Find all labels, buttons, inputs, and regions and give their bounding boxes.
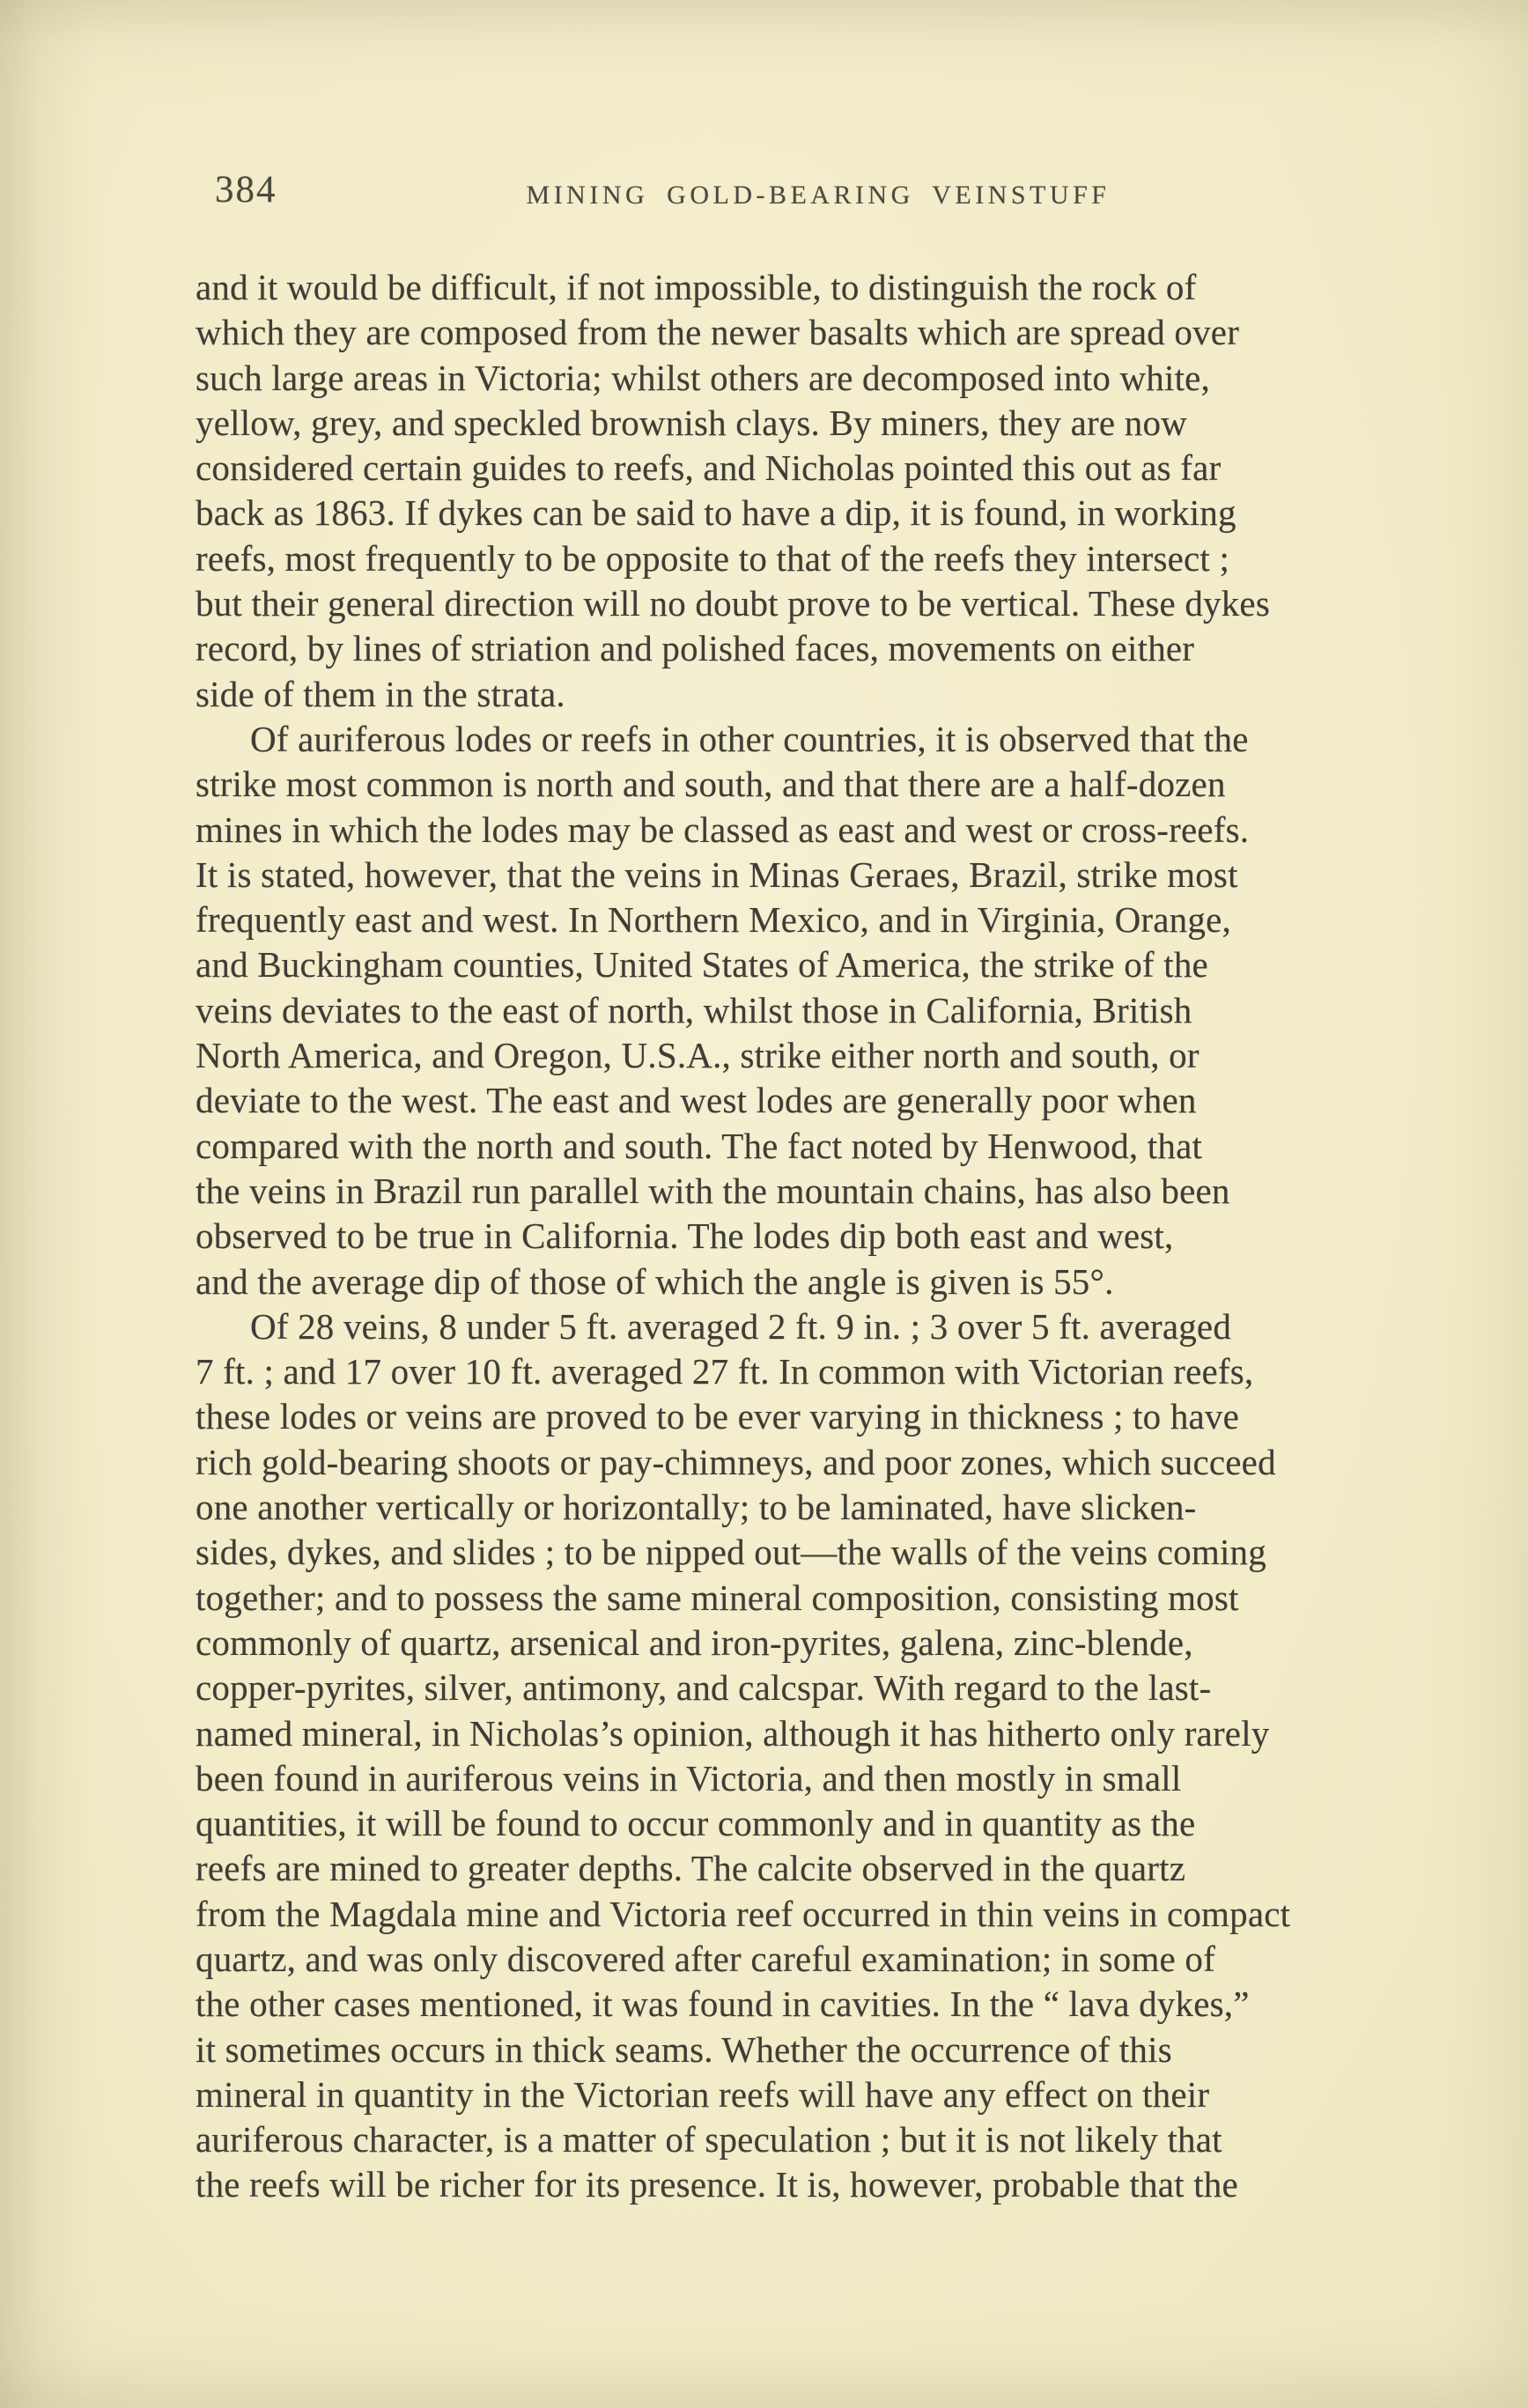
text-line: the other cases mentioned, it was found in cavities. In the “ lava dykes,” xyxy=(196,1983,1250,2025)
text-line: one another vertically or horizontally; to be laminated, have slicken- xyxy=(196,1487,1197,1528)
text-line: North America, and Oregon, U.S.A., strike either north and south, or xyxy=(196,1035,1200,1076)
page-number: 384 xyxy=(215,169,277,211)
text-line: and the average dip of those of which the angle is given is 55°. xyxy=(196,1260,1114,1302)
text-line: the veins in Brazil run parallel with the mountain chains, has also been xyxy=(196,1170,1230,1211)
text-line: observed to be true in California. The lodes dip both east and west, xyxy=(196,1215,1174,1257)
text-line: such large areas in Victoria; whilst others are decomposed into white, xyxy=(196,357,1211,398)
text-line: frequently east and west. In Northern Mexico, and in Virginia, Orange, xyxy=(196,899,1231,941)
text-line: from the Magdala mine and Victoria reef occurred in thin veins in compact xyxy=(196,1893,1291,1934)
text-line: compared with the north and south. The fact noted by Henwood, that xyxy=(196,1125,1203,1166)
text-line: named mineral, in Nicholas’s opinion, although it has hitherto only rarely xyxy=(196,1712,1270,1754)
text-line: quantities, it will be found to occur commonly and in quantity as the xyxy=(196,1803,1196,1844)
text-line: rich gold-bearing shoots or pay-chimneys, and poor zones, which succeed xyxy=(196,1441,1276,1482)
text-line: mineral in quantity in the Victorian reefs will have any effect on their xyxy=(196,2073,1210,2115)
text-line: these lodes or veins are proved to be ever varying in thickness ; to have xyxy=(196,1396,1240,1437)
text-line: quartz, and was only discovered after careful examination; in some of xyxy=(196,1938,1215,1979)
text-line: sides, dykes, and slides ; to be nipped out—the walls of the veins coming xyxy=(196,1532,1266,1573)
text-line: and Buckingham counties, United States of America, the strike of the xyxy=(196,944,1208,986)
body-text xyxy=(196,265,1383,2208)
text-line: 7 ft. ; and 17 over 10 ft. averaged 27 ft. In common with Victorian reefs, xyxy=(196,1351,1254,1392)
page-header xyxy=(196,169,1383,231)
text-line: veins deviates to the east of north, whilst those in California, British xyxy=(196,989,1192,1030)
text-line: Of auriferous lodes or reefs in other countries, it is observed that the xyxy=(250,718,1249,759)
text-line: yellow, grey, and speckled brownish clays. By miners, they are now xyxy=(196,402,1187,443)
text-line: together; and to possess the same mineral composition, consisting most xyxy=(196,1577,1239,1618)
text-line: back as 1863. If dykes can be said to have a dip, it is found, in working xyxy=(196,492,1236,534)
running-header-title: MINING GOLD-BEARING VEINSTUFF xyxy=(526,181,1111,210)
text-line: the reefs will be richer for its presence. It is, however, probable that the xyxy=(196,2164,1238,2205)
text-line: side of them in the strata. xyxy=(196,673,565,714)
text-line: auriferous character, is a matter of speculation ; but it is not likely that xyxy=(196,2119,1222,2161)
text-line: copper-pyrites, silver, antimony, and calcspar. With regard to the last- xyxy=(196,1667,1212,1709)
text-line: Of 28 veins, 8 under 5 ft. averaged 2 ft. 9 in. ; 3 over 5 ft. averaged xyxy=(250,1305,1232,1347)
text-line: considered certain guides to reefs, and Nicholas pointed this out as far xyxy=(196,447,1222,489)
text-line: mines in which the lodes may be classed as east and west or cross-reefs. xyxy=(196,809,1250,850)
text-line: deviate to the west. The east and west lodes are generally poor when xyxy=(196,1080,1197,1121)
text-line: strike most common is north and south, and that there are a half-dozen xyxy=(196,764,1226,805)
text-line: which they are composed from the newer basalts which are spread over xyxy=(196,312,1240,353)
text-line: record, by lines of striation and polished faces, movements on either xyxy=(196,628,1195,669)
text-line: reefs, most frequently to be opposite to that of the reefs they intersect ; xyxy=(196,537,1230,579)
text-line: been found in auriferous veins in Victoria, and then mostly in small xyxy=(196,1757,1182,1799)
text-line: commonly of quartz, arsenical and iron-pyrites, galena, zinc-blende, xyxy=(196,1621,1193,1663)
text-line: it sometimes occurs in thick seams. Whether the occurrence of this xyxy=(196,2028,1172,2070)
text-line: reefs are mined to greater depths. The calcite observed in the quartz xyxy=(196,1848,1186,1889)
text-line: It is stated, however, that the veins in Minas Geraes, Brazil, strike most xyxy=(196,853,1238,895)
text-line: and it would be difficult, if not impossible, to distinguish the rock of xyxy=(196,267,1197,307)
text-line: but their general direction will no doubt prove to be vertical. These dykes xyxy=(196,583,1270,624)
